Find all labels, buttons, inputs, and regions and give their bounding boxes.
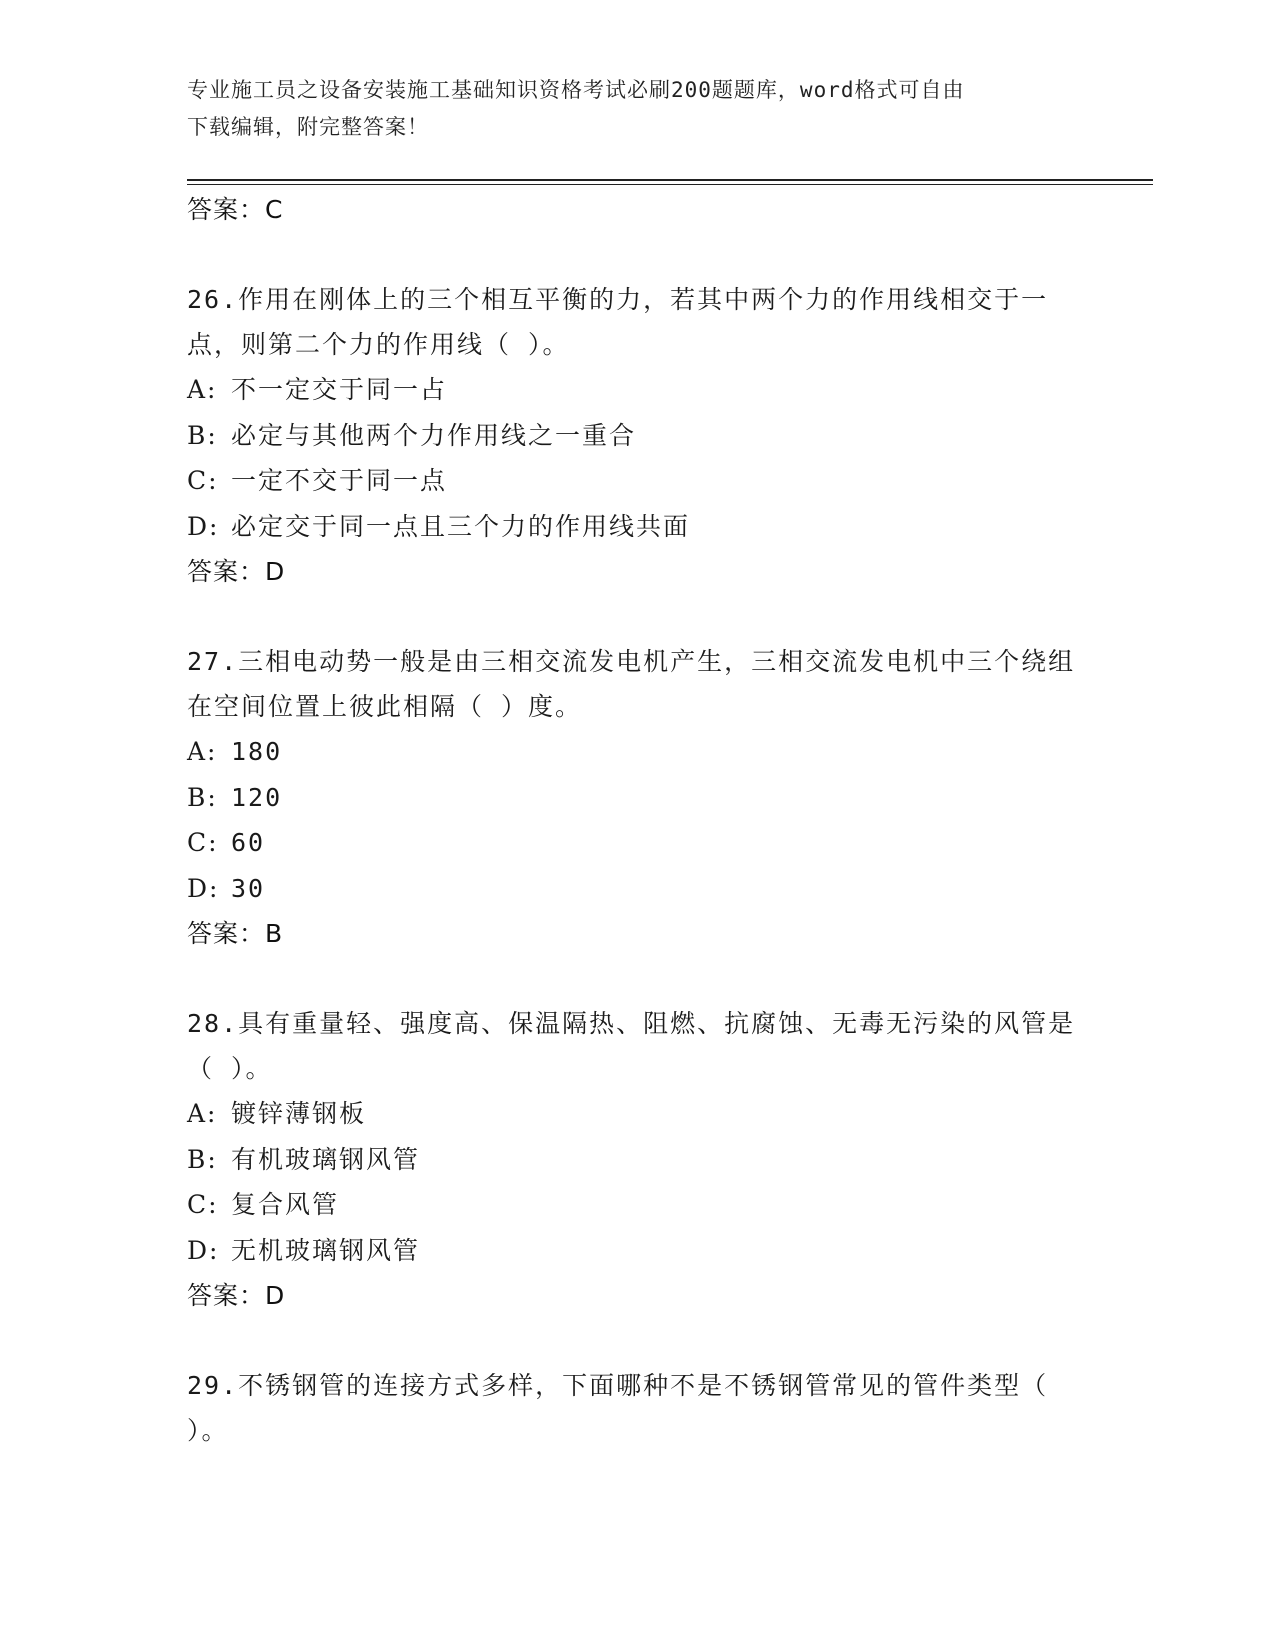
option-a [187, 1091, 1087, 1137]
option-text: 必定与其他两个力作用线之一重合 [231, 420, 637, 450]
option-text: 120 [231, 782, 283, 812]
option-d [187, 504, 1087, 550]
option-letter: A: [187, 1099, 218, 1128]
option-letter: C: [187, 466, 219, 495]
question-text: 26.作用在刚体上的三个相互平衡的力，若其中两个力的作用线相交于一点，则第二个力的作用线（ ）。 [187, 285, 1049, 359]
question-block [187, 1001, 1087, 1319]
option-text: 30 [231, 873, 266, 903]
option-letter: C: [187, 828, 219, 857]
option-c [187, 1182, 1087, 1228]
option-c [187, 820, 1087, 866]
option-letter: B: [187, 782, 218, 812]
option-a [187, 367, 1087, 413]
option-text: 60 [231, 828, 266, 857]
page-header [187, 72, 1067, 146]
question-block [187, 1363, 1087, 1453]
answer-line: 答案：D [187, 1281, 286, 1310]
option-a [187, 729, 1087, 775]
answer-line: 答案：B [187, 919, 284, 948]
option-letter: B: [187, 420, 218, 450]
option-text: 必定交于同一点且三个力的作用线共面 [231, 511, 691, 541]
question-block [187, 277, 1087, 595]
option-b [187, 1137, 1087, 1183]
question-text: 28.具有重量轻、强度高、保温隔热、阻燃、抗腐蚀、无毒无污染的风管是（ ）。 [187, 1009, 1076, 1083]
question-text: 29.不锈钢管的连接方式多样，下面哪种不是不锈钢管常见的管件类型（ ）。 [187, 1371, 1049, 1445]
option-c [187, 458, 1087, 504]
option-letter: B: [187, 1144, 218, 1174]
answer-line: 答案：C [187, 195, 284, 224]
option-b [187, 775, 1087, 821]
option-letter: D: [187, 511, 220, 541]
option-d [187, 866, 1087, 912]
option-letter: A: [187, 375, 218, 404]
option-text: 有机玻璃钢风管 [231, 1144, 421, 1174]
option-letter: C: [187, 1190, 219, 1219]
option-b [187, 413, 1087, 459]
question-text: 27.三相电动势一般是由三相交流发电机产生，三相交流发电机中三个绕组在空间位置上彼此相隔（ ）度。 [187, 647, 1076, 721]
answer-line: 答案：D [187, 557, 286, 586]
header-divider-thin [187, 184, 1153, 185]
question-block [187, 639, 1087, 957]
question-list [187, 187, 1087, 1453]
header-line-1: 专业施工员之设备安装施工基础知识资格考试必刷200题题库，word格式可自由 [187, 78, 965, 102]
option-text: 不一定交于同一占 [231, 375, 448, 404]
option-letter: A: [187, 737, 218, 766]
option-text: 镀锌薄钢板 [231, 1099, 367, 1128]
option-d [187, 1228, 1087, 1274]
header-line-2: 下载编辑，附完整答案！ [187, 115, 429, 139]
option-text: 复合风管 [231, 1190, 340, 1219]
option-text: 一定不交于同一点 [231, 466, 448, 495]
header-divider-thick [187, 179, 1153, 181]
option-text: 无机玻璃钢风管 [231, 1235, 421, 1265]
option-text: 180 [231, 737, 283, 766]
option-letter: D: [187, 1235, 220, 1265]
option-letter: D: [187, 873, 220, 903]
